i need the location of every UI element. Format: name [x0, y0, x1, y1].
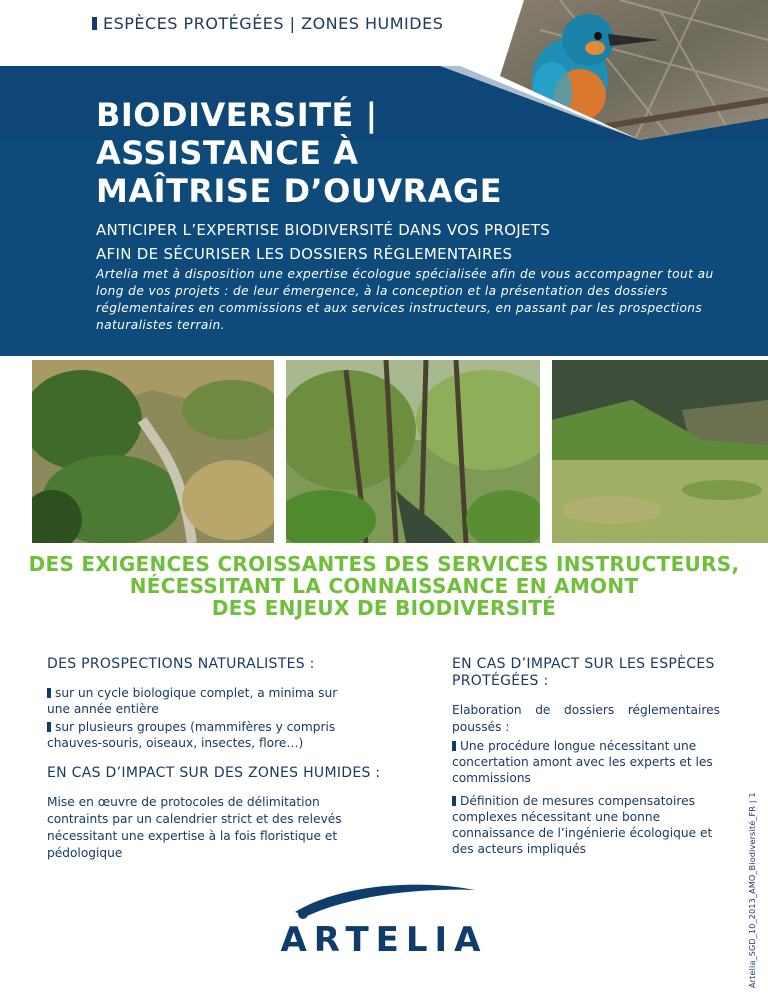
section-heading [0, 553, 768, 619]
artelia-logo-swoosh [285, 880, 485, 920]
subtitle-line-2: AFIN DE SÉCURISER LES DOSSIERS RÉGLEMENTAIRES [96, 245, 513, 263]
photo-mountain-stream [32, 360, 274, 543]
title-line-2: ASSISTANCE À [96, 134, 359, 172]
right-bullet-2: Définition de mesures compensatoires complexes nécessitant une bonne connaissance de l’ingénierie écologique et des acteurs impliqués [452, 794, 713, 856]
artelia-logo-text: ARTELIA [280, 920, 488, 960]
subtitle-line-1: ANTICIPER L’EXPERTISE BIODIVERSITÉ DANS VOS PROJETS [96, 221, 551, 239]
left-paragraph: Mise en œuvre de protocoles de délimitation contraints par un calendrier strict et des relevés nécessitant une expertise à la fois floristique et pédologique [47, 795, 342, 860]
left-heading-zones-humides: EN CAS D’IMPACT SUR DES ZONES HUMIDES : [47, 765, 381, 781]
title-line-1: BIODIVERSITÉ | [96, 96, 378, 134]
right-bullet-1: Une procédure longue nécessitant une concertation amont avec les experts et les commissions [452, 739, 713, 785]
main-title [96, 96, 576, 210]
heading-line-1: DES EXIGENCES CROISSANTES DES SERVICES INSTRUCTEURS, [28, 552, 740, 576]
bullet-marker [47, 688, 51, 698]
right-paragraph: Elaboration de dossiers réglementaires poussés : [452, 703, 720, 734]
heading-line-2: NÉCESSITANT LA CONNAISSANCE EN AMONT [129, 574, 639, 598]
left-bullet-1: sur un cycle biologique complet, a minima sur une année entière [47, 686, 338, 716]
intro-text: Artelia met à disposition une expertise écologue spécialisée afin de vous accompagner tout au long de vos projets : de leur émergence, à la conception et la présentation des dossiers réglementaires en commissions et aux services instructeurs, en passant par les prospections naturalistes terrain. [96, 267, 714, 332]
title-line-3: MAÎTRISE D’OUVRAGE [96, 172, 503, 210]
photo-alpine-meadow [552, 360, 768, 543]
tagline-text: ESPÈCES PROTÉGÉES | ZONES HUMIDES [103, 14, 444, 33]
photo-forest-river [286, 360, 540, 543]
bullet-marker [452, 796, 456, 806]
heading-line-3: DES ENJEUX DE BIODIVERSITÉ [211, 596, 557, 620]
bullet-marker [452, 741, 456, 751]
subtitle [96, 218, 656, 266]
bullet-marker [47, 722, 51, 732]
left-bullet-2: sur plusieurs groupes (mammifères y compris chauves-souris, oiseaux, insectes, flore…) [47, 720, 336, 750]
side-reference: Artelia_SGD_10_2013_AMO_Biodiversité_FR | 1 [748, 792, 757, 988]
left-heading-prospections: DES PROSPECTIONS NATURALISTES : [47, 656, 315, 672]
right-heading-especes: EN CAS D’IMPACT SUR LES ESPÈCES PROTÉGÉES : [452, 656, 715, 689]
